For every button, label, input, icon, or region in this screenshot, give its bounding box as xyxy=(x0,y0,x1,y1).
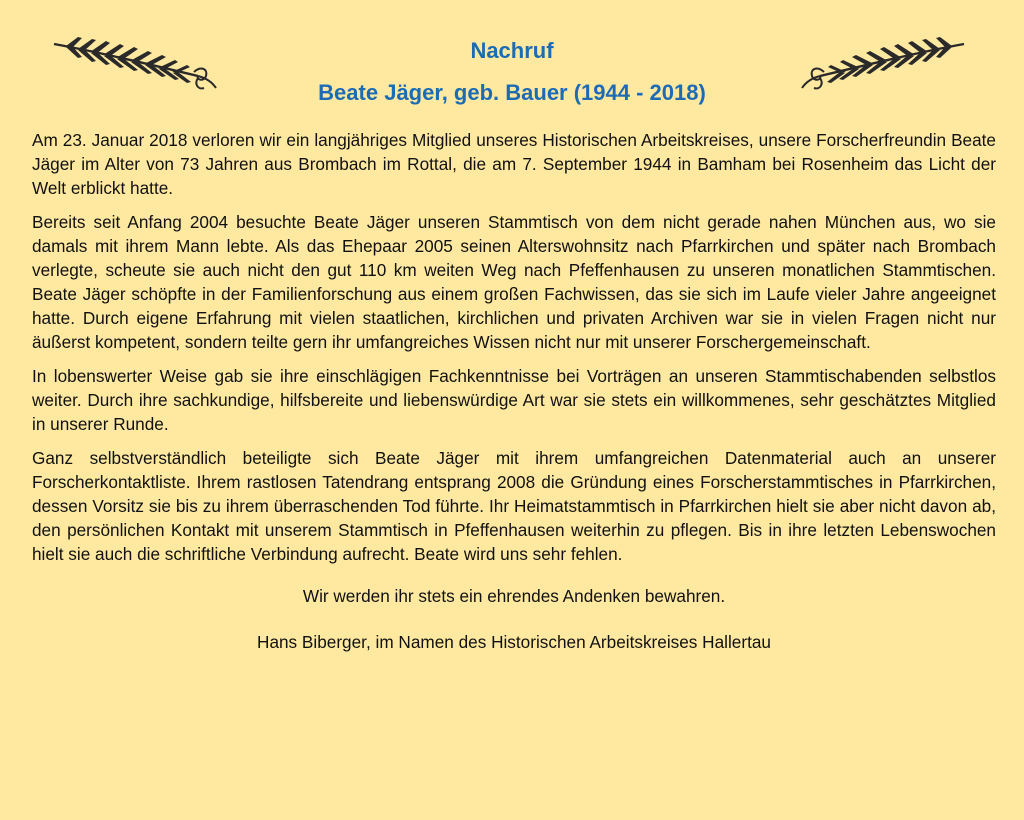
closing-line: Wir werden ihr stets ein ehrendes Andenken bewahren. xyxy=(302,586,726,606)
deceased-name-heading: Beate Jäger, geb. Bauer (1944 - 2018) xyxy=(318,80,706,105)
paragraph-4: Ganz selbstverständlich beteiligte sich Beate Jäger mit ihrem umfangreichen Datenmaterial auch an unserer Forscherkontaktliste. Ihrem rastlosen Tatendrang entsprang 2008 die Gründung eines Forscherstammtisches in Pfarrkirchen, dessen Vorsitz sie bis zu ihrem überraschenden Tod führte. Ihr Heimatstammtisch in Pfarrkirchen hielt sie aber nicht davon ab, den persönlichen Kontakt mit unserem Stammtisch in Pfeffenhausen weiterhin zu pflegen. Bis in ihre letzten Lebenswochen hielt sie auch die schriftliche Verbindung aufrecht. Beate wird uns sehr fehlen. xyxy=(32,448,996,564)
paragraph-2: Bereits seit Anfang 2004 besuchte Beate Jäger unseren Stammtisch von dem nicht gerade nahen München aus, wo sie damals mit ihrem Mann lebte. Als das Ehepaar 2005 seinen Alterswohnsitz nach Pfarrkirchen und später nach Brombach verlegte, scheute sie auch nicht den gut 110 km weiten Weg nach Pfeffenhausen zu unseren monatlichen Stammtischen. Beate Jäger schöpfte in der Familienforschung aus einem großen Fachwissen, das sie sich im Laufe vieler Jahre angeeignet hatte. Durch eigene Erfahrung mit vielen staatlichen, kirchlichen und privaten Archiven war sie in vielen Fragen nicht nur äußerst kompetent, sondern teilte gern ihr umfangreiches Wissen nicht nur mit unserer Forschergemeinschaft. xyxy=(32,212,996,352)
obituary-body xyxy=(32,128,996,654)
paragraph-3: In lobenswerter Weise gab sie ihre einschlägigen Fachkenntnisse bei Vorträgen an unseren Stammtischabenden selbstlos weiter. Durch ihre sachkundige, hilfsbereite und liebenswürdige Art war sie stets ein willkommenes, sehr geschätztes Mitglied in unserer Runde. xyxy=(32,366,996,434)
signature-line: Hans Biberger, im Namen des Historischen Arbeitskreises Hallertau xyxy=(257,632,771,652)
page-title: Nachruf xyxy=(470,38,554,63)
obituary-header xyxy=(0,34,1024,110)
paragraph-1: Am 23. Januar 2018 verloren wir ein langjähriges Mitglied unseres Historischen Arbeitskreises, unsere Forscherfreundin Beate Jäger im Alter von 73 Jahren aus Brombach im Rottal, die am 7. September 1944 in Bamham bei Rosenheim das Licht der Welt erblickt hatte. xyxy=(32,130,996,198)
